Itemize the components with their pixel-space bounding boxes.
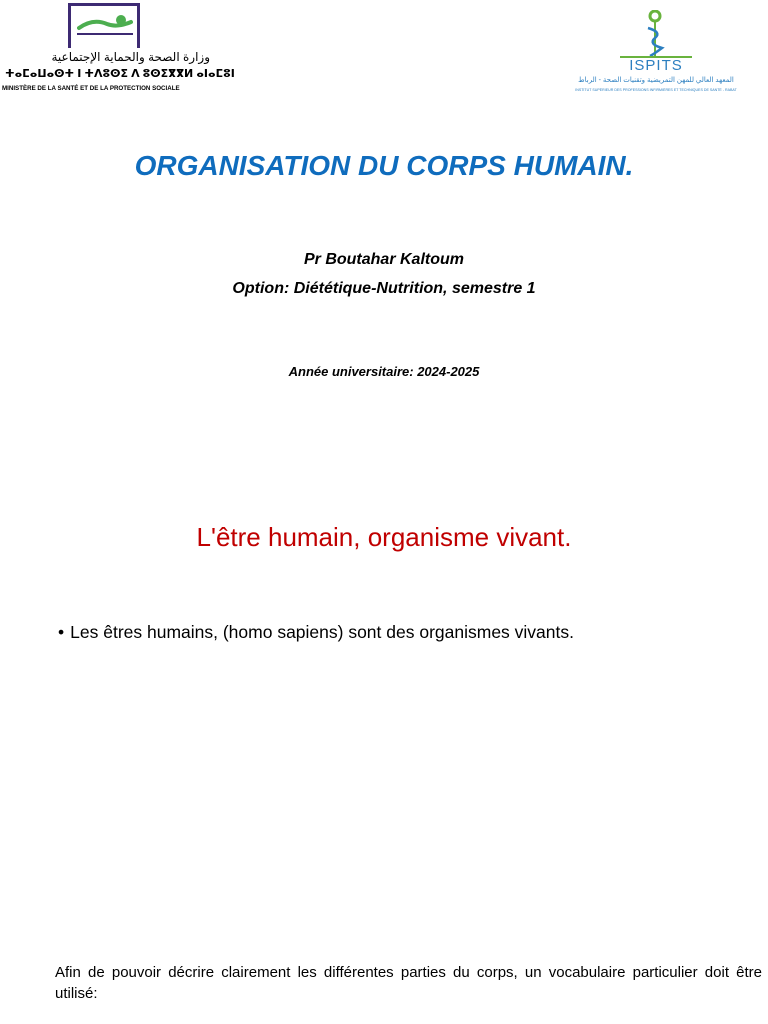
section-heading: L'être humain, organisme vivant. bbox=[196, 522, 572, 552]
academic-year: Année universitaire: 2024-2025 bbox=[288, 364, 480, 379]
author-name: Pr Boutahar Kaltoum bbox=[303, 251, 464, 268]
bullet-list-item bbox=[58, 622, 574, 643]
document-title: ORGANISATION DU CORPS HUMAIN. bbox=[134, 150, 634, 181]
bullet-text: Les êtres humains, (homo sapiens) sont des organismes vivants. bbox=[70, 622, 574, 642]
bullet-marker: • bbox=[58, 622, 65, 642]
ispits-logo bbox=[548, 8, 764, 98]
ispits-short-name: ISPITS bbox=[620, 56, 692, 74]
ministry-arabic-name: وزارة الصحة والحماية الإجتماعية bbox=[51, 50, 210, 64]
ministry-logo bbox=[0, 0, 235, 100]
caduceus-icon bbox=[640, 10, 670, 58]
body-paragraph: Afin de pouvoir décrire clairement les différentes parties du corps, un vocabulaire particulier doit être utilisé: bbox=[55, 964, 762, 1002]
ispits-french-name: INSTITUT SUPÉRIEUR DES PROFESSIONS INFIRMIÈRES ET TECHNIQUES DE SANTÉ - RABAT bbox=[575, 88, 737, 92]
ispits-arabic-name: المعهد العالي للمهن التمريضية وتقنيات الصحة - الرباط bbox=[578, 77, 734, 84]
course-option: Option: Diététique-Nutrition, semestre 1 bbox=[232, 280, 536, 297]
ministry-french-name: MINISTÈRE DE LA SANTÉ ET DE LA PROTECTION SOCIALE bbox=[2, 85, 180, 92]
ministry-emblem-frame bbox=[68, 3, 140, 48]
ministry-tifinagh-name: ⵜⴰⵎⴰⵡⴰⵙⵜ ⵏ ⵜⴷⵓⵙⵉ ⴷ ⵓⵙⵉⴳⴳⵍ ⴰⵏⴰⵎⵓⵏ bbox=[5, 68, 235, 80]
ministry-swoosh-icon bbox=[77, 14, 133, 36]
